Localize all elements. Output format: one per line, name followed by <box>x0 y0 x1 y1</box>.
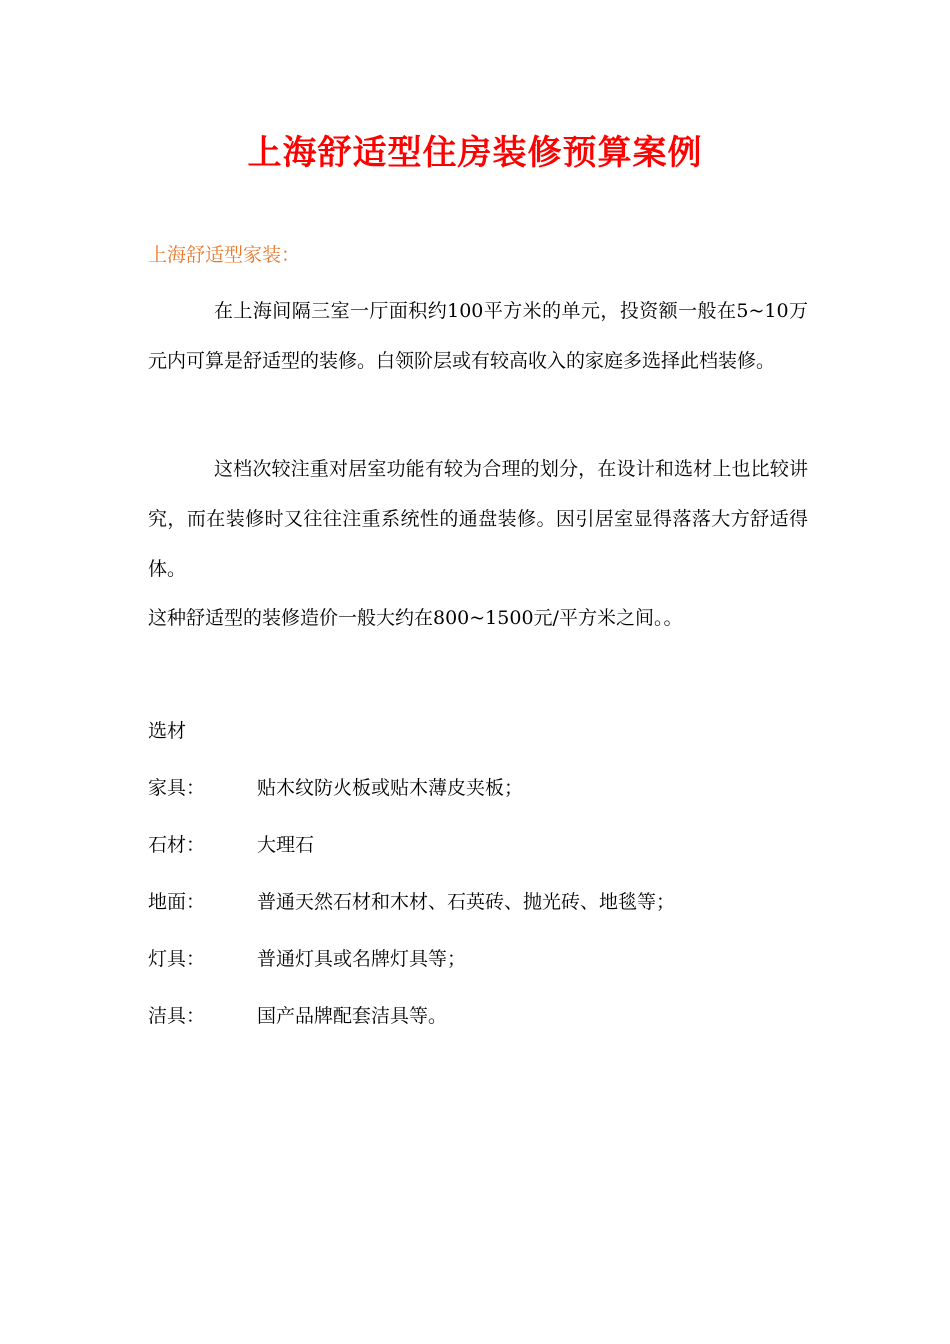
intro-paragraph: 在上海间隔三室一厅面积约100平方米的单元，投资额一般在5~10万元内可算是舒适型的装修。白领阶层或有较高收入的家庭多选择此档装修。 <box>148 300 808 372</box>
material-label: 洁具： <box>148 1005 206 1027</box>
design-paragraph: 这档次较注重对居室功能有较为合理的划分，在设计和选材上也比较讲究，而在装修时又往往注重系统性的通盘装修。因引居室显得落落大方舒适得体。 <box>148 458 808 580</box>
material-value: 大理石 <box>257 834 315 856</box>
material-value: 贴木纹防火板或贴木薄皮夹板； <box>257 777 524 799</box>
material-value: 普通天然石材和木材、石英砖、抛光砖、地毯等； <box>257 891 676 913</box>
material-label: 石材： <box>148 834 206 856</box>
material-label: 灯具： <box>148 948 206 970</box>
material-label: 家具： <box>148 777 206 799</box>
price-range-text: 这种舒适型的装修造价一般大约在800~1500元/平方米之间。。 <box>148 607 683 629</box>
materials-heading: 选材 <box>148 720 187 742</box>
section-subtitle: 上海舒适型家装： <box>148 244 301 266</box>
page-title: 上海舒适型住房装修预算案例 <box>247 133 703 173</box>
material-label: 地面： <box>148 891 206 913</box>
material-value: 国产品牌配套洁具等。 <box>257 1005 448 1027</box>
material-value: 普通灯具或名牌灯具等； <box>257 948 467 970</box>
